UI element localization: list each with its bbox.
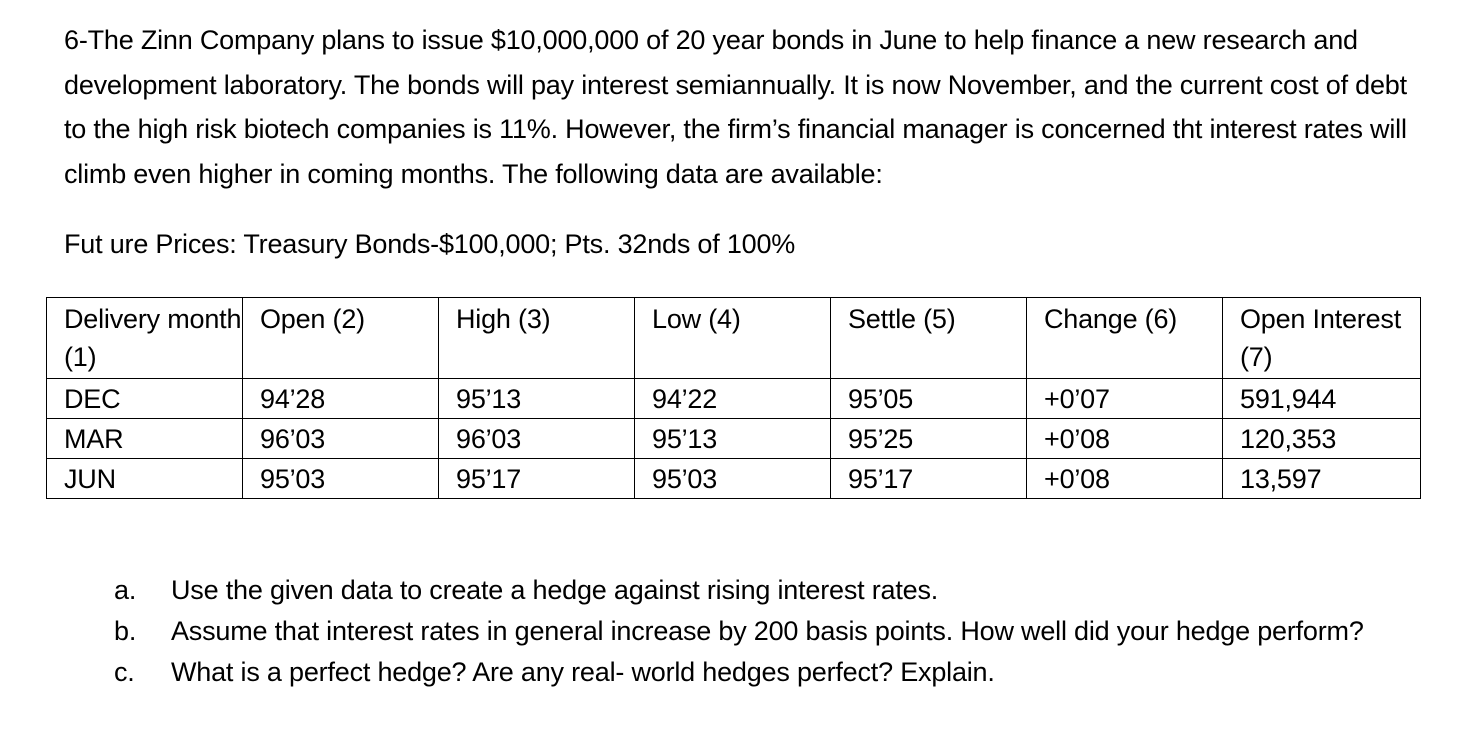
cell-settle: 95’05 <box>831 379 1027 419</box>
list-item <box>110 652 1410 693</box>
question-text: Use the given data to create a hedge against rising interest rates. <box>171 575 939 605</box>
problem-statement: 6-The Zinn Company plans to issue $10,000,000 of 20 year bonds in June to help finance a new research and development laboratory. The bonds will pay interest semiannually. It is now November, and the current cost of debt to the high risk biotech companies is 11%. However, the firm’s financial manager is concerned tht interest rates will climb even higher in coming months. The following data are available: <box>64 25 1407 189</box>
cell-open-interest: 120,353 <box>1223 419 1421 459</box>
question-marker: c. <box>114 657 135 687</box>
table-row <box>47 459 1421 499</box>
cell-settle: 95’17 <box>831 459 1027 499</box>
header-high: High (3) <box>439 298 635 379</box>
cell-delivery-month: MAR <box>47 419 243 459</box>
question-text: Assume that interest rates in general increase by 200 basis points. How well did your hedge perform? <box>171 616 1364 646</box>
cell-open: 96’03 <box>243 419 439 459</box>
cell-high: 95’17 <box>439 459 635 499</box>
header-settle: Settle (5) <box>831 298 1027 379</box>
cell-change: +0’08 <box>1027 419 1223 459</box>
table-caption: Fut ure Prices: Treasury Bonds-$100,000; Pts. 32nds of 100% <box>64 229 796 259</box>
list-item <box>110 611 1410 652</box>
table-row <box>47 419 1421 459</box>
question-marker: b. <box>114 616 137 646</box>
cell-low: 95’13 <box>635 419 831 459</box>
table-header-row <box>47 298 1421 379</box>
header-low: Low (4) <box>635 298 831 379</box>
cell-open-interest: 13,597 <box>1223 459 1421 499</box>
header-open-interest: Open Interest (7) <box>1223 298 1421 379</box>
question-list <box>110 570 1410 693</box>
question-text: What is a perfect hedge? Are any real- world hedges perfect? Explain. <box>171 657 995 687</box>
cell-change: +0’08 <box>1027 459 1223 499</box>
cell-high: 96’03 <box>439 419 635 459</box>
cell-delivery-month: JUN <box>47 459 243 499</box>
header-change: Change (6) <box>1027 298 1223 379</box>
cell-delivery-month: DEC <box>47 379 243 419</box>
cell-high: 95’13 <box>439 379 635 419</box>
cell-low: 94’22 <box>635 379 831 419</box>
header-open: Open (2) <box>243 298 439 379</box>
futures-price-table <box>46 297 1421 499</box>
cell-low: 95’03 <box>635 459 831 499</box>
cell-open-interest: 591,944 <box>1223 379 1421 419</box>
question-marker: a. <box>114 575 137 605</box>
table-row <box>47 379 1421 419</box>
header-delivery-month: Delivery month (1) <box>47 298 243 379</box>
list-item <box>110 570 1410 611</box>
cell-open: 94’28 <box>243 379 439 419</box>
cell-settle: 95’25 <box>831 419 1027 459</box>
cell-open: 95’03 <box>243 459 439 499</box>
cell-change: +0’07 <box>1027 379 1223 419</box>
